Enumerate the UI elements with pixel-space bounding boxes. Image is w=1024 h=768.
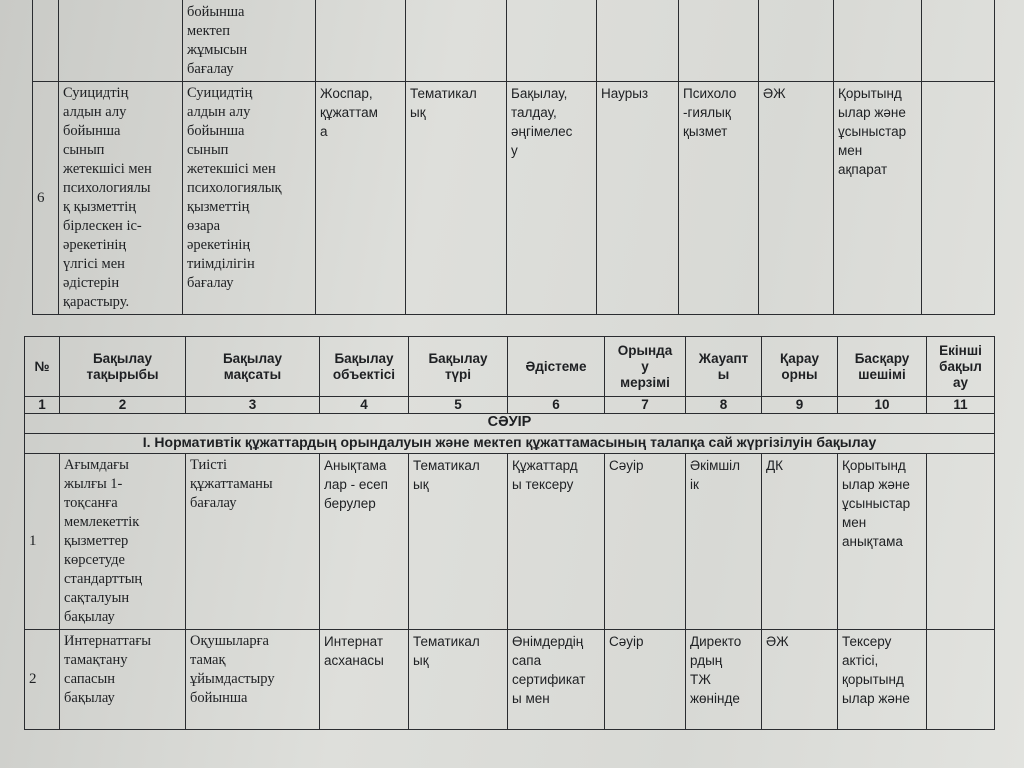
text-line: сақталуын bbox=[64, 590, 130, 606]
text-line: Құжаттард bbox=[512, 458, 578, 473]
table-row bbox=[33, 0, 995, 82]
cell-responsible bbox=[679, 82, 759, 315]
text-line: ұсыныстар bbox=[838, 124, 907, 139]
text-line: Бақылау bbox=[92, 350, 153, 366]
text-line: мен bbox=[842, 515, 867, 530]
cell-secondary bbox=[922, 82, 995, 315]
text-line: ы мен bbox=[512, 691, 550, 706]
text-line: сынып bbox=[187, 142, 229, 158]
text-line: ық bbox=[410, 105, 426, 120]
text-line: Бақылау bbox=[428, 350, 488, 366]
cell-deadline bbox=[597, 0, 679, 82]
text-line: сертификат bbox=[512, 672, 586, 687]
header-goal bbox=[186, 337, 320, 397]
text-line: ТЖ bbox=[690, 672, 711, 687]
header-method: Әдістеме bbox=[508, 337, 605, 397]
text-line: тамақтану bbox=[64, 652, 128, 668]
text-line: Ағымдағы bbox=[64, 457, 129, 473]
text-line: объектісі bbox=[332, 366, 396, 382]
text-line: үлгісі мен bbox=[63, 256, 125, 272]
header-decision bbox=[838, 337, 927, 397]
text-line: құжаттаманы bbox=[190, 476, 273, 492]
text-line: сынып bbox=[63, 142, 105, 158]
text-line: көрсетуде bbox=[64, 552, 125, 568]
header-object bbox=[320, 337, 409, 397]
text-line: ық bbox=[413, 653, 429, 668]
text-line: тамақ bbox=[190, 652, 226, 668]
text-line: қарастыру. bbox=[63, 294, 130, 310]
text-line: бақылау bbox=[64, 609, 115, 625]
column-number: 2 bbox=[60, 397, 186, 414]
text-line: түрі bbox=[444, 366, 472, 382]
text-line: бойынша bbox=[63, 123, 121, 139]
text-line: ұйымдастыру bbox=[190, 671, 275, 687]
text-line: сапасын bbox=[64, 671, 115, 687]
text-line: анықтама bbox=[842, 534, 903, 549]
header-secondary bbox=[927, 337, 995, 397]
text-line: әрекетінің bbox=[187, 237, 251, 253]
text-line: Тематикал bbox=[410, 86, 477, 101]
cell-type bbox=[406, 82, 507, 315]
cell-deadline: Сәуір bbox=[605, 630, 686, 730]
cell-responsible bbox=[686, 630, 762, 730]
cell-decision bbox=[838, 454, 927, 630]
cell-type bbox=[409, 630, 508, 730]
text-line: орны bbox=[781, 366, 818, 382]
column-number-row bbox=[25, 397, 995, 414]
cell-goal bbox=[186, 454, 320, 630]
text-line: Қарау bbox=[779, 350, 819, 366]
text-line: алдын алу bbox=[63, 104, 127, 120]
column-number: 8 bbox=[686, 397, 762, 414]
text-line: жөнінде bbox=[690, 691, 740, 706]
cell-goal bbox=[183, 0, 316, 82]
column-number: 9 bbox=[762, 397, 838, 414]
column-number: 10 bbox=[838, 397, 927, 414]
text-line: психологиялы bbox=[63, 180, 151, 196]
text-line: Қорытынд bbox=[838, 86, 902, 101]
column-number: 3 bbox=[186, 397, 320, 414]
cell-deadline: Сәуір bbox=[605, 454, 686, 630]
header-deadline bbox=[605, 337, 686, 397]
text-line: ұсыныстар bbox=[842, 496, 911, 511]
text-line: ау bbox=[952, 374, 969, 390]
cell-topic bbox=[60, 630, 186, 730]
text-line: қорытынд bbox=[842, 672, 904, 687]
cell-type bbox=[406, 0, 507, 82]
text-line: Жоспар, bbox=[320, 86, 373, 101]
text-line: бақылау bbox=[64, 690, 115, 706]
text-line: Екінші bbox=[939, 342, 982, 358]
text-line: Тексеру bbox=[842, 634, 892, 649]
text-line: Қорытынд bbox=[842, 458, 906, 473]
text-line: Тиісті bbox=[190, 457, 228, 473]
text-line: Орында bbox=[617, 342, 673, 358]
top-plan-table bbox=[32, 0, 995, 315]
text-line: қ қызметтің bbox=[63, 199, 137, 215]
text-line: Өнімдердің bbox=[512, 634, 584, 649]
text-line: Анықтама bbox=[324, 458, 387, 473]
text-line: а bbox=[320, 124, 328, 139]
text-line: психологиялық bbox=[187, 180, 282, 196]
cell-responsible bbox=[686, 454, 762, 630]
column-number: 5 bbox=[409, 397, 508, 414]
text-line: қызметтер bbox=[64, 533, 129, 549]
text-line: актісі, bbox=[842, 653, 879, 668]
text-line: жетекшісі мен bbox=[63, 161, 152, 177]
cell-topic bbox=[59, 82, 183, 315]
text-line: Тематикал bbox=[413, 634, 480, 649]
text-line: у bbox=[641, 358, 649, 374]
text-line: Әкімшіл bbox=[690, 458, 741, 473]
cell-goal bbox=[186, 630, 320, 730]
text-line: мақсаты bbox=[223, 366, 282, 382]
cell-decision bbox=[838, 630, 927, 730]
cell-method bbox=[507, 82, 597, 315]
text-line: шешімі bbox=[858, 366, 906, 382]
text-line: өзара bbox=[187, 218, 221, 234]
text-line: бағалау bbox=[187, 61, 234, 77]
cell-method bbox=[508, 630, 605, 730]
table-row bbox=[25, 630, 995, 730]
text-line: рдың bbox=[690, 653, 723, 668]
cell-review: ӘЖ bbox=[759, 82, 834, 315]
cell-method bbox=[507, 0, 597, 82]
text-line: жетекшісі мен bbox=[187, 161, 276, 177]
text-line: жылғы 1- bbox=[64, 476, 123, 492]
text-line: мерзімі bbox=[620, 374, 670, 390]
text-line: стандарттың bbox=[64, 571, 143, 587]
text-line: Жауапт bbox=[698, 350, 749, 366]
cell-topic bbox=[59, 0, 183, 82]
text-line: әңгімелес bbox=[511, 124, 573, 139]
cell-goal bbox=[183, 82, 316, 315]
cell-deadline: Наурыз bbox=[597, 82, 679, 315]
cell-decision bbox=[834, 0, 922, 82]
text-line: ылар және bbox=[838, 105, 906, 120]
cell-secondary bbox=[922, 0, 995, 82]
section-row bbox=[25, 434, 995, 454]
text-line: әрекетінің bbox=[63, 237, 127, 253]
text-line: Басқару bbox=[854, 350, 910, 366]
bottom-plan-table bbox=[24, 336, 995, 730]
text-line: сапа bbox=[512, 653, 542, 668]
text-line: бірлескен іс- bbox=[63, 218, 142, 234]
cell-responsible bbox=[679, 0, 759, 82]
text-line: ік bbox=[690, 477, 699, 492]
month-row bbox=[25, 414, 995, 434]
text-line: Суицидтің bbox=[63, 85, 129, 101]
text-line: ы bbox=[717, 366, 730, 382]
text-line: мен bbox=[838, 143, 863, 158]
cell-topic bbox=[60, 454, 186, 630]
header-responsible bbox=[686, 337, 762, 397]
text-line: бақыл bbox=[939, 358, 982, 374]
text-line: талдау, bbox=[511, 105, 557, 120]
text-line: тоқсанға bbox=[64, 495, 118, 511]
text-line: Суицидтің bbox=[187, 85, 253, 101]
cell-object bbox=[316, 0, 406, 82]
cell-review: ӘЖ bbox=[762, 630, 838, 730]
text-line: бойынша bbox=[187, 123, 245, 139]
text-line: асханасы bbox=[324, 653, 384, 668]
text-line: әдістерін bbox=[63, 275, 120, 291]
text-line: Интернаттағы bbox=[64, 633, 152, 649]
text-line: ылар және bbox=[842, 691, 910, 706]
cell-method bbox=[508, 454, 605, 630]
text-line: ық bbox=[413, 477, 429, 492]
cell-object bbox=[320, 454, 409, 630]
cell-object bbox=[320, 630, 409, 730]
text-line: мектеп bbox=[187, 23, 230, 39]
text-line: Директо bbox=[690, 634, 742, 649]
table-row bbox=[25, 454, 995, 630]
column-number: 1 bbox=[25, 397, 60, 414]
text-line: у bbox=[511, 143, 518, 158]
cell-secondary bbox=[927, 454, 995, 630]
text-line: Оқушыларға bbox=[190, 633, 269, 649]
column-number: 6 bbox=[508, 397, 605, 414]
cell-secondary bbox=[927, 630, 995, 730]
text-line: ы тексеру bbox=[512, 477, 574, 492]
text-line: лар - есеп bbox=[324, 477, 388, 492]
row-number: 1 bbox=[25, 454, 60, 630]
text-line: -гиялық bbox=[683, 105, 731, 120]
text-line: мемлекеттік bbox=[64, 514, 140, 530]
text-line: Бақылау, bbox=[511, 86, 568, 101]
text-line: қызметтің bbox=[187, 199, 250, 215]
text-line: берулер bbox=[324, 496, 376, 511]
row-number: 6 bbox=[33, 82, 59, 315]
cell-review bbox=[759, 0, 834, 82]
column-number: 7 bbox=[605, 397, 686, 414]
cell-object bbox=[316, 82, 406, 315]
text-line: Бақылау bbox=[334, 350, 394, 366]
text-line: бағалау bbox=[187, 275, 234, 291]
section-title: І. Нормативтік құжаттардың орындалуын және мектеп құжаттамасының талапқа сай жүргізілуін бақылау bbox=[25, 434, 995, 454]
text-line: бойынша bbox=[190, 690, 248, 706]
text-line: тақырыбы bbox=[86, 366, 159, 382]
header-type bbox=[409, 337, 508, 397]
text-line: бағалау bbox=[190, 495, 237, 511]
text-line: алдын алу bbox=[187, 104, 251, 120]
text-line: тиімділігін bbox=[187, 256, 255, 272]
text-line: жұмысын bbox=[187, 42, 248, 58]
column-number: 4 bbox=[320, 397, 409, 414]
column-number: 11 bbox=[927, 397, 995, 414]
month-title: СӘУІР bbox=[25, 414, 995, 434]
table-row bbox=[33, 82, 995, 315]
row-number: 2 bbox=[25, 630, 60, 730]
text-line: ылар және bbox=[842, 477, 910, 492]
text-line: қызмет bbox=[683, 124, 728, 139]
cell-review: ДК bbox=[762, 454, 838, 630]
text-line: Интернат bbox=[324, 634, 384, 649]
header-row bbox=[25, 337, 995, 397]
header-topic bbox=[60, 337, 186, 397]
header-review-place bbox=[762, 337, 838, 397]
header-no: № bbox=[25, 337, 60, 397]
text-line: бойынша bbox=[187, 4, 245, 20]
text-line: Бақылау bbox=[222, 350, 283, 366]
cell-decision bbox=[834, 82, 922, 315]
text-line: Тематикал bbox=[413, 458, 480, 473]
text-line: ақпарат bbox=[838, 162, 888, 177]
cell-type bbox=[409, 454, 508, 630]
text-line: Психоло bbox=[683, 86, 737, 101]
cell-num bbox=[33, 0, 59, 82]
text-line: құжаттам bbox=[320, 105, 378, 120]
